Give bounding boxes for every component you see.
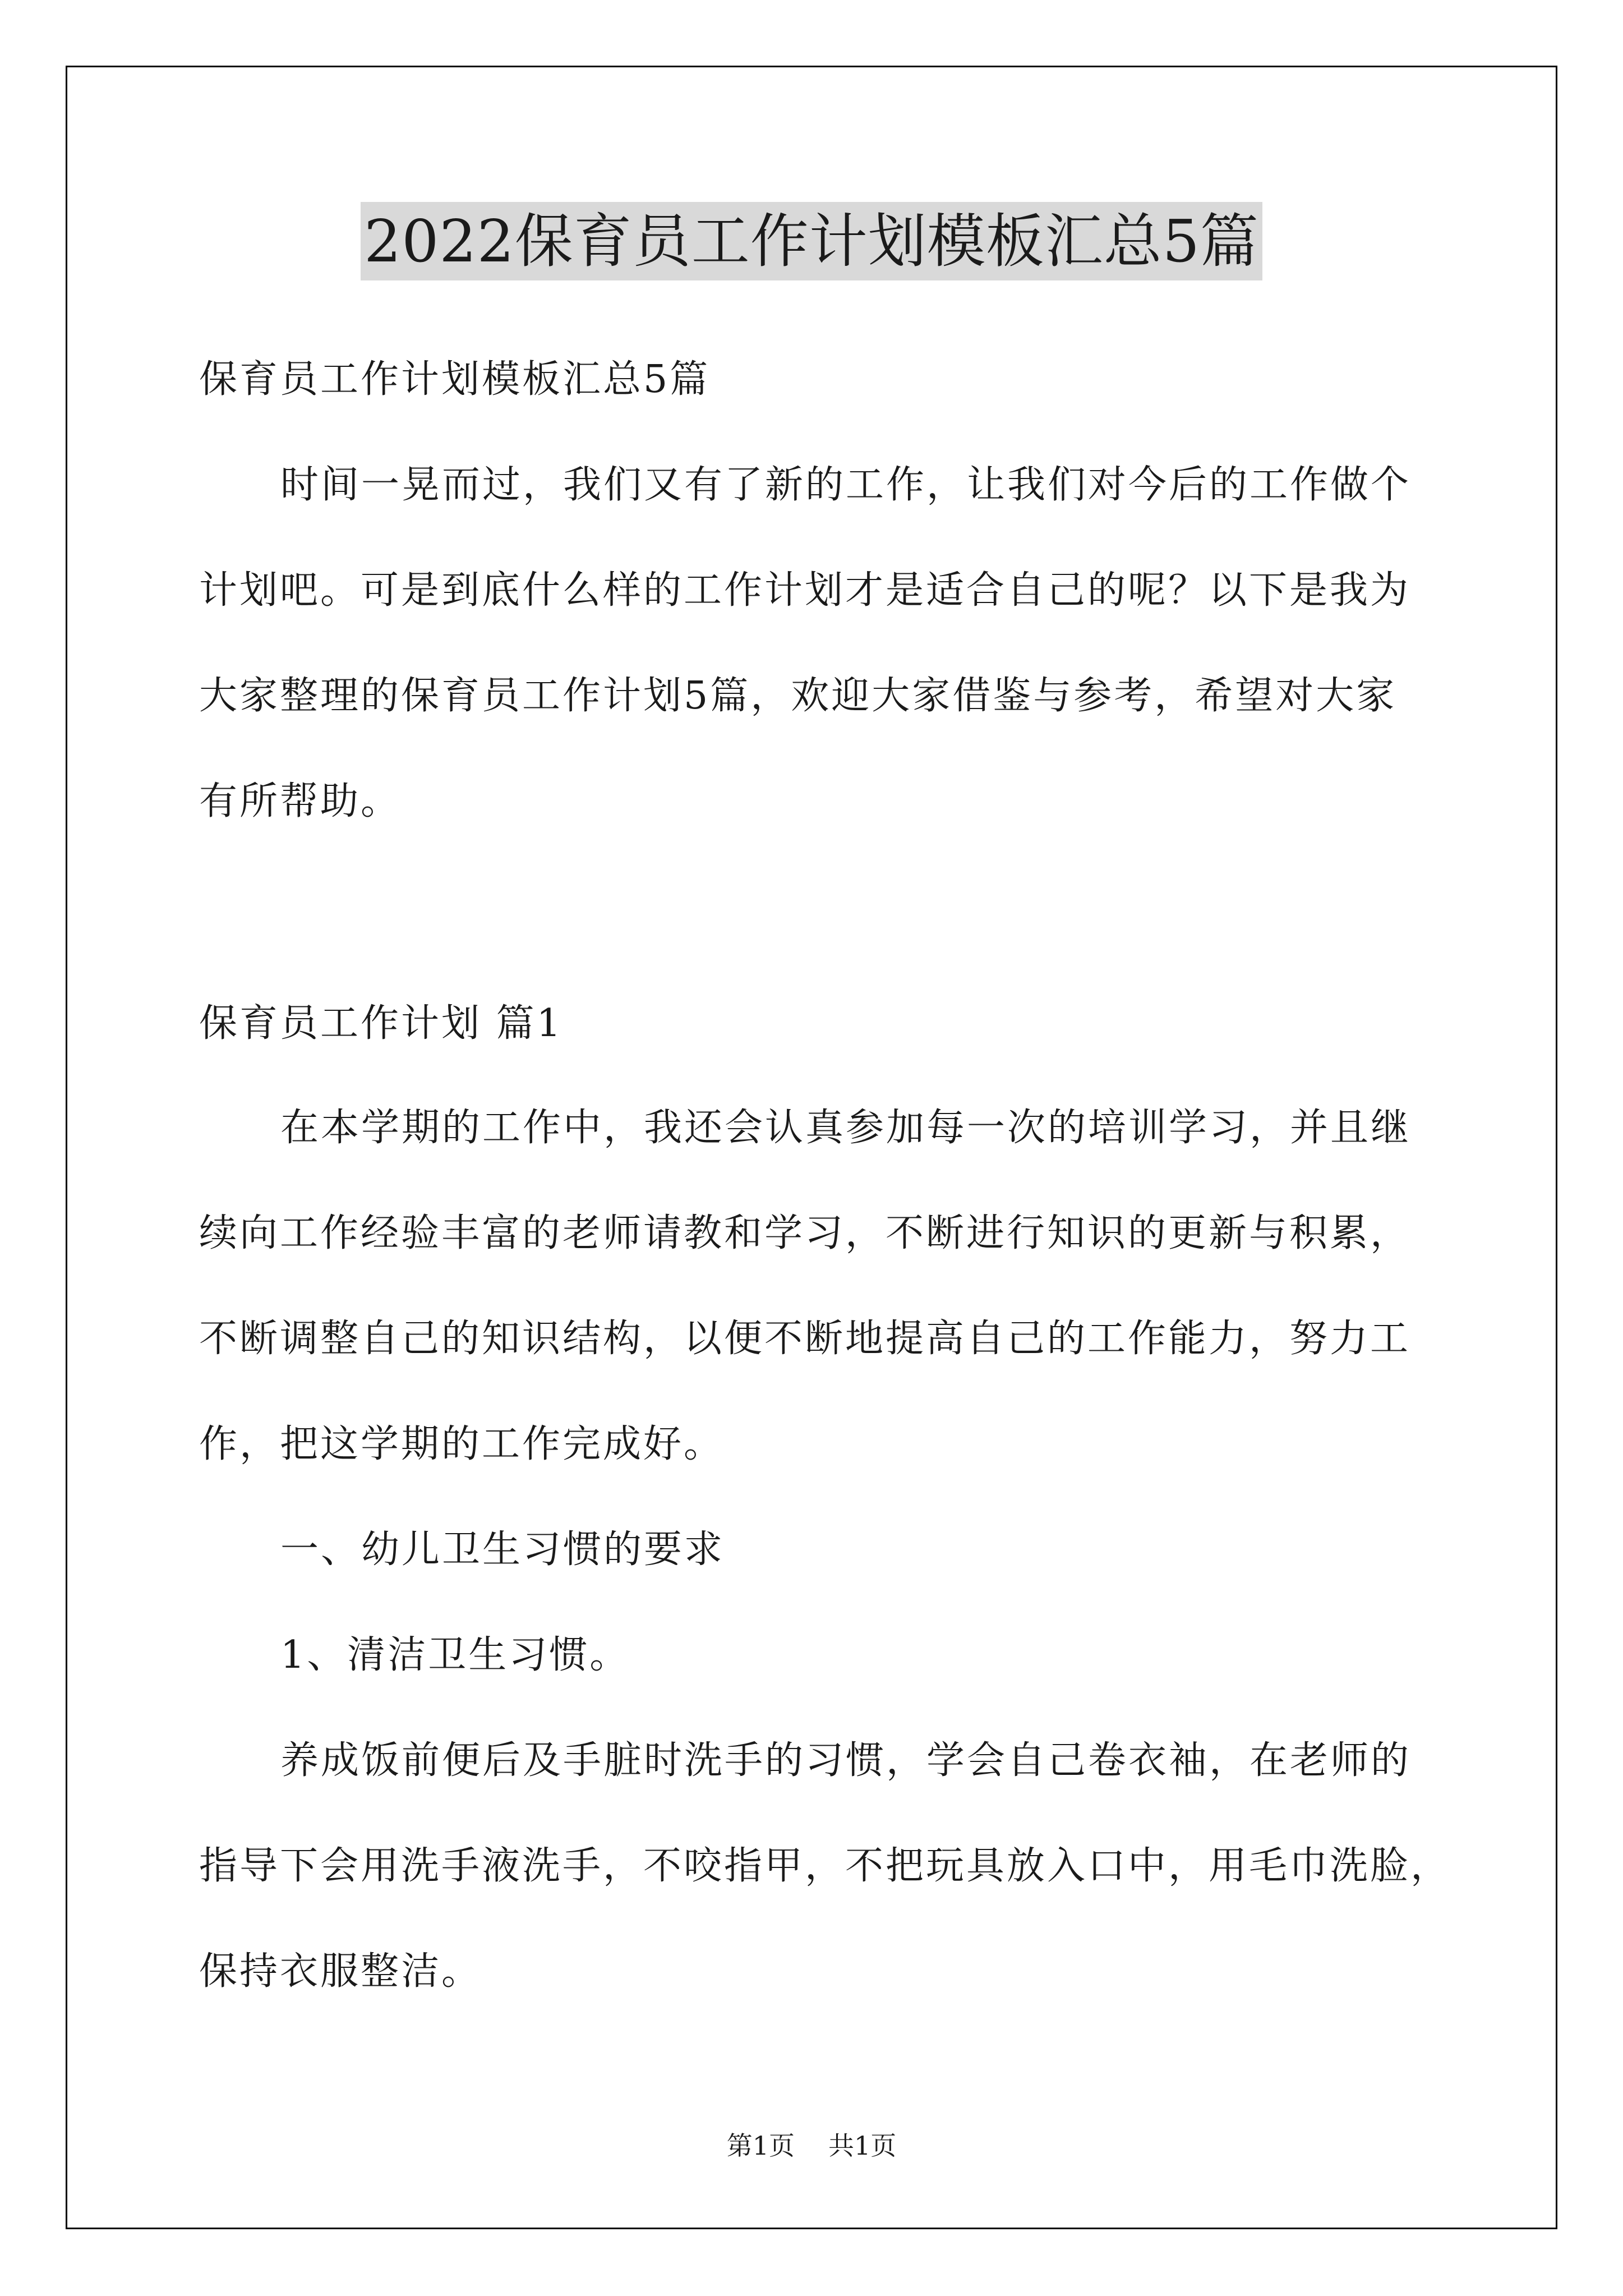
page-footer [0,2129,1623,2162]
doc-subtitle: 保育员工作计划模板汇总5篇 [199,357,711,402]
paragraph-line: 指导下会用洗手液洗手，不咬指甲，不把玩具放入口中，用毛巾洗脸， [199,1844,1451,1888]
paragraph-line: 不断调整自己的知识结构，以便不断地提高自己的工作能力，努力工 [199,1317,1411,1361]
subheading: 1、清洁卫生习惯。 [280,1633,630,1677]
paragraph-line: 大家整理的保育员工作计划5篇，欢迎大家借鉴与参考，希望对大家 [199,674,1397,718]
document-title: 2022保育员工作计划模板汇总5篇 [361,202,1262,280]
paragraph-line: 保持衣服整洁。 [199,1949,482,1994]
paragraph-line: 时间一晃而过，我们又有了新的工作，让我们对今后的工作做个 [280,463,1412,507]
page-total: 共1页 [828,2131,897,2161]
subheading: 一、幼儿卫生习惯的要求 [280,1527,725,1572]
paragraph-line: 在本学期的工作中，我还会认真参加每一次的培训学习，并且继 [280,1106,1412,1150]
paragraph-line: 有所帮助。 [199,779,402,823]
title-container [0,202,1623,280]
paragraph-line: 计划吧。可是到底什么样的工作计划才是适合自己的呢？以下是我为 [199,568,1411,613]
paragraph-line: 续向工作经验丰富的老师请教和学习，不断进行知识的更新与积累， [199,1211,1411,1255]
page-number: 第1页 [726,2131,795,2161]
paragraph-line: 作，把这学期的工作完成好。 [199,1422,725,1466]
paragraph-line: 养成饭前便后及手脏时洗手的习惯，学会自己卷衣袖，在老师的 [280,1738,1412,1783]
section-heading: 保育员工作计划 篇1 [199,1001,563,1046]
